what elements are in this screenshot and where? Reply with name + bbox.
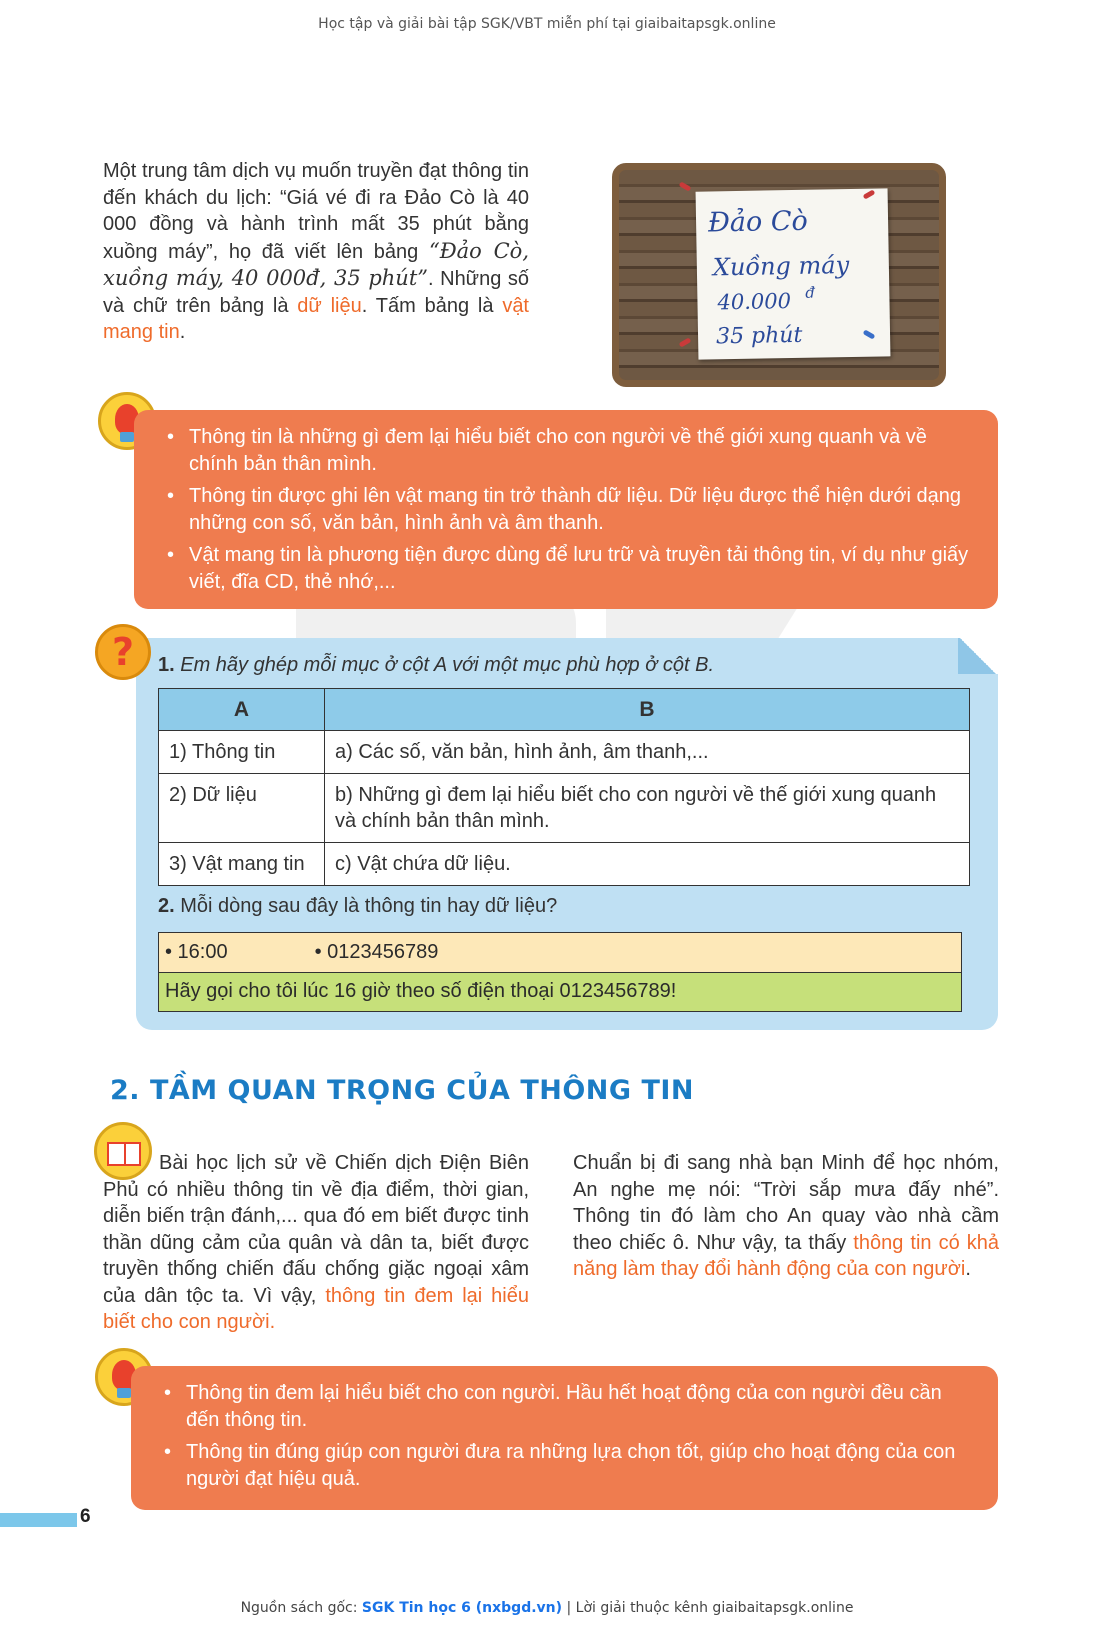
footer-prefix: Nguồn sách gốc: [240,1600,362,1616]
board-line-3: 40.000 [717,289,792,315]
board-paper [696,188,891,359]
section-title: 2. TẦM QUAN TRỌNG CỦA THÔNG TIN [110,1075,695,1106]
footer-suffix: | Lời giải thuộc kênh giaibaitapsgk.online [562,1600,854,1616]
question-2-number: 2. [158,895,175,917]
intro-text-end: . [179,321,186,343]
cell-a: 3) Vật mang tin [159,843,325,886]
board-line-2: Xuồng máy [712,251,850,282]
question-1 [158,654,714,677]
table-row [159,774,970,843]
info-sentence-row: Hãy gọi cho tôi lúc 16 giờ theo số điện thoại 0123456789! [159,973,961,1011]
table-row [159,731,970,774]
column-a-header: A [159,689,325,731]
board-handwriting [696,188,891,359]
question-1-number: 1. [158,654,175,676]
column-b-header: B [325,689,970,731]
key-points-box-1 [134,410,998,609]
footer-source-link[interactable]: SGK Tin học 6 (nxbgd.vn) [361,1600,563,1616]
cell-b: c) Vật chứa dữ liệu. [325,843,970,886]
left-text: Bài học lịch sử về Chiến dịch Điện Biên Phủ có nhiều thông tin về địa điểm, thời gian, diễn biến trận đánh,... qua đó em biết được tinh thần dũng cảm của quân và dân ta, biết được truyền thống chiến đấu chống giặc ngoại xâm của dân tộc ta. Vì vậy, [103,1152,529,1307]
wooden-board-image [612,163,946,387]
key-points-list-2 [161,1380,972,1492]
page-fold-icon [958,638,998,674]
highlight-carrier: vật mang tin [103,294,529,343]
key-point: • Thông tin đúng giúp con người đưa ra những lựa chọn tốt, giúp cho hoạt động của con người đạt hiệu quả. [161,1439,972,1492]
cell-a: 1) Thông tin [159,731,325,774]
board-line-4: 35 phút [715,322,803,350]
item-phone: • 0123456789 [314,941,439,963]
question-icon: ? [95,624,151,680]
intro-text-start: Một trung tâm dịch vụ muốn truyền đạt thông tin đến khách du lịch: “Giá vé đi ra Đảo Cò là 40 000 đồng và hành trình mất 35 phút bằng xuồng máy”, họ đã viết lên bảng [103,160,529,263]
cell-b: a) Các số, văn bản, hình ảnh, âm thanh,... [325,731,970,774]
board-quote: “Đảo Cò, xuồng máy, 40 000đ, 35 phút” [103,238,529,290]
footer-note [0,1600,1094,1616]
key-point: • Thông tin đem lại hiểu biết cho con người. Hầu hết hoạt động của con người đều cần đến thông tin. [161,1380,972,1433]
page-number: 6 [80,1506,91,1527]
right-text: Chuẩn bị đi sang nhà bạn Minh để học nhóm, An nghe mẹ nói: “Trời sắp mưa đấy nhé”. Thông tin đó làm cho An quay vào nhà cầm theo chiếc ô. Như vậy, ta thấy [573,1152,999,1254]
item-time: • 16:00 [165,941,228,963]
key-point: • Thông tin được ghi lên vật mang tin trở thành dữ liệu. Dữ liệu được thể hiện dưới dạng những con số, văn bản, hình ảnh và âm thanh. [164,483,972,536]
data-or-info-box [158,932,962,1012]
cell-a: 2) Dữ liệu [159,774,325,843]
question-2 [158,895,557,918]
key-point: • Thông tin là những gì đem lại hiểu biết cho con người về thế giới xung quanh và về chính bản thân mình. [164,424,972,477]
table-row [159,843,970,886]
highlight-data: dữ liệu [297,294,362,317]
page-number-bar [0,1513,77,1527]
key-points-box-2 [131,1366,998,1510]
header-note: Học tập và giải bài tập SGK/VBT miễn phí tại giaibaitapsgk.online [318,16,776,32]
cell-b: b) Những gì đem lại hiểu biết cho con người về thế giới xung quanh và chính bản thân mình. [325,774,970,843]
board-line-1: Đảo Cò [707,205,809,239]
data-items-row [159,933,961,973]
left-highlight: thông tin đem lại hiểu biết cho con người. [103,1284,529,1333]
right-highlight: thông tin có khả năng làm thay đổi hành động của con người [573,1231,999,1280]
right-column-text [573,1150,999,1283]
question-2-text: Mỗi dòng sau đây là thông tin hay dữ liệu? [180,895,558,917]
pin-icon [679,181,692,191]
left-column-text [103,1150,529,1336]
key-points-list-1 [164,424,972,595]
intro-text-mid: . Những số và chữ trên bảng là [103,268,529,317]
question-1-text: Em hãy ghép mỗi mục ở cột A với một mục phù hợp ở cột B. [180,654,714,676]
board-line-3-unit: đ [805,283,816,302]
matching-table [158,688,970,886]
right-end: . [965,1258,971,1280]
intro-paragraph [103,158,529,346]
key-point: • Vật mang tin là phương tiện được dùng để lưu trữ và truyền tải thông tin, ví dụ như giấy viết, đĩa CD, thẻ nhớ,... [164,542,972,595]
intro-text-mid2: . Tấm bảng là [361,294,503,317]
pin-icon [679,337,692,347]
